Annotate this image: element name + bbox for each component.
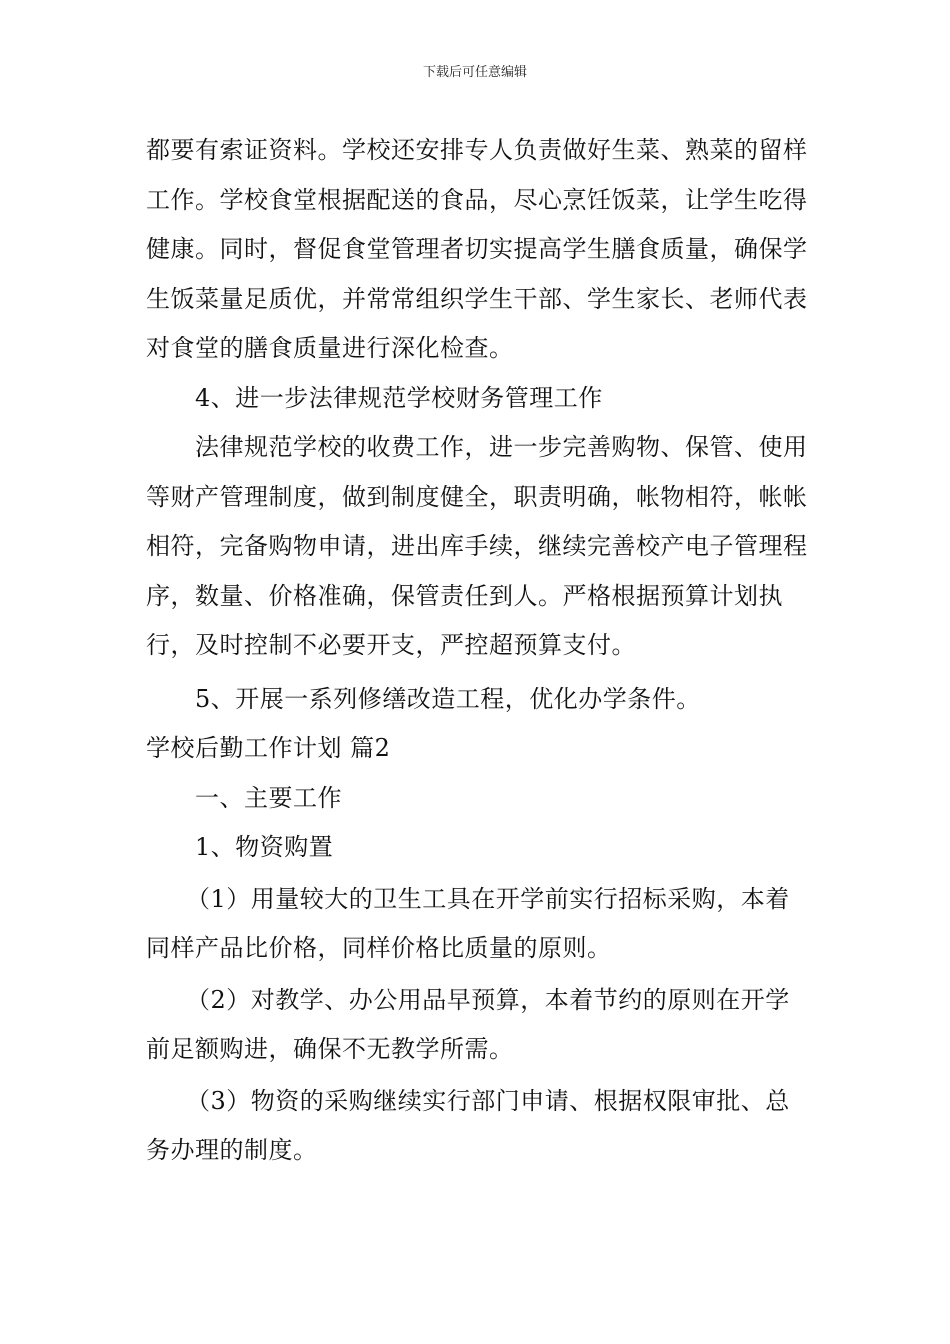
- section-title-plan-2: 学校后勤工作计划 篇2: [146, 734, 391, 762]
- heading-main-work: 一、主要工作: [195, 783, 342, 812]
- document-body: [146, 126, 808, 1176]
- heading-renovation: 5、开展一系列修缮改造工程，优化办学条件。: [195, 684, 701, 713]
- list-item-purchase-1: （1）用量较大的卫生工具在开学前实行招标采购，本着同样产品比价格，同样价格比质量的原则。: [146, 884, 790, 962]
- paragraph-finance-management: 法律规范学校的收费工作，进一步完善购物、保管、使用等财产管理制度，做到制度健全，职责明确，帐物相符，帐帐相符，完备购物申请，进出库手续，继续完善校产电子管理程序，数量、价格准确，保管责任到人。严格根据预算计划执行，及时控制不必要开支，严控超预算支付。: [146, 433, 808, 659]
- heading-material-purchase: 1、物资购置: [195, 833, 334, 861]
- heading-finance-management: 4、进一步法律规范学校财务管理工作: [195, 383, 603, 412]
- list-item-purchase-3: （3）物资的采购继续实行部门申请、根据权限审批、总务办理的制度。: [146, 1086, 790, 1164]
- page-header: 下载后可任意编辑: [422, 65, 527, 80]
- list-item-purchase-2: （2）对教学、办公用品早预算，本着节约的原则在开学前足额购进，确保不无教学所需。: [146, 985, 790, 1063]
- paragraph-canteen-continuation: 都要有索证资料。学校还安排专人负责做好生菜、熟菜的留样工作。学校食堂根据配送的食品，尽心烹饪饭菜，让学生吃得健康。同时，督促食堂管理者切实提高学生膳食质量，确保学生饭菜量足质优，并常常组织学生干部、学生家长、老师代表对食堂的膳食质量进行深化检查。: [146, 136, 808, 362]
